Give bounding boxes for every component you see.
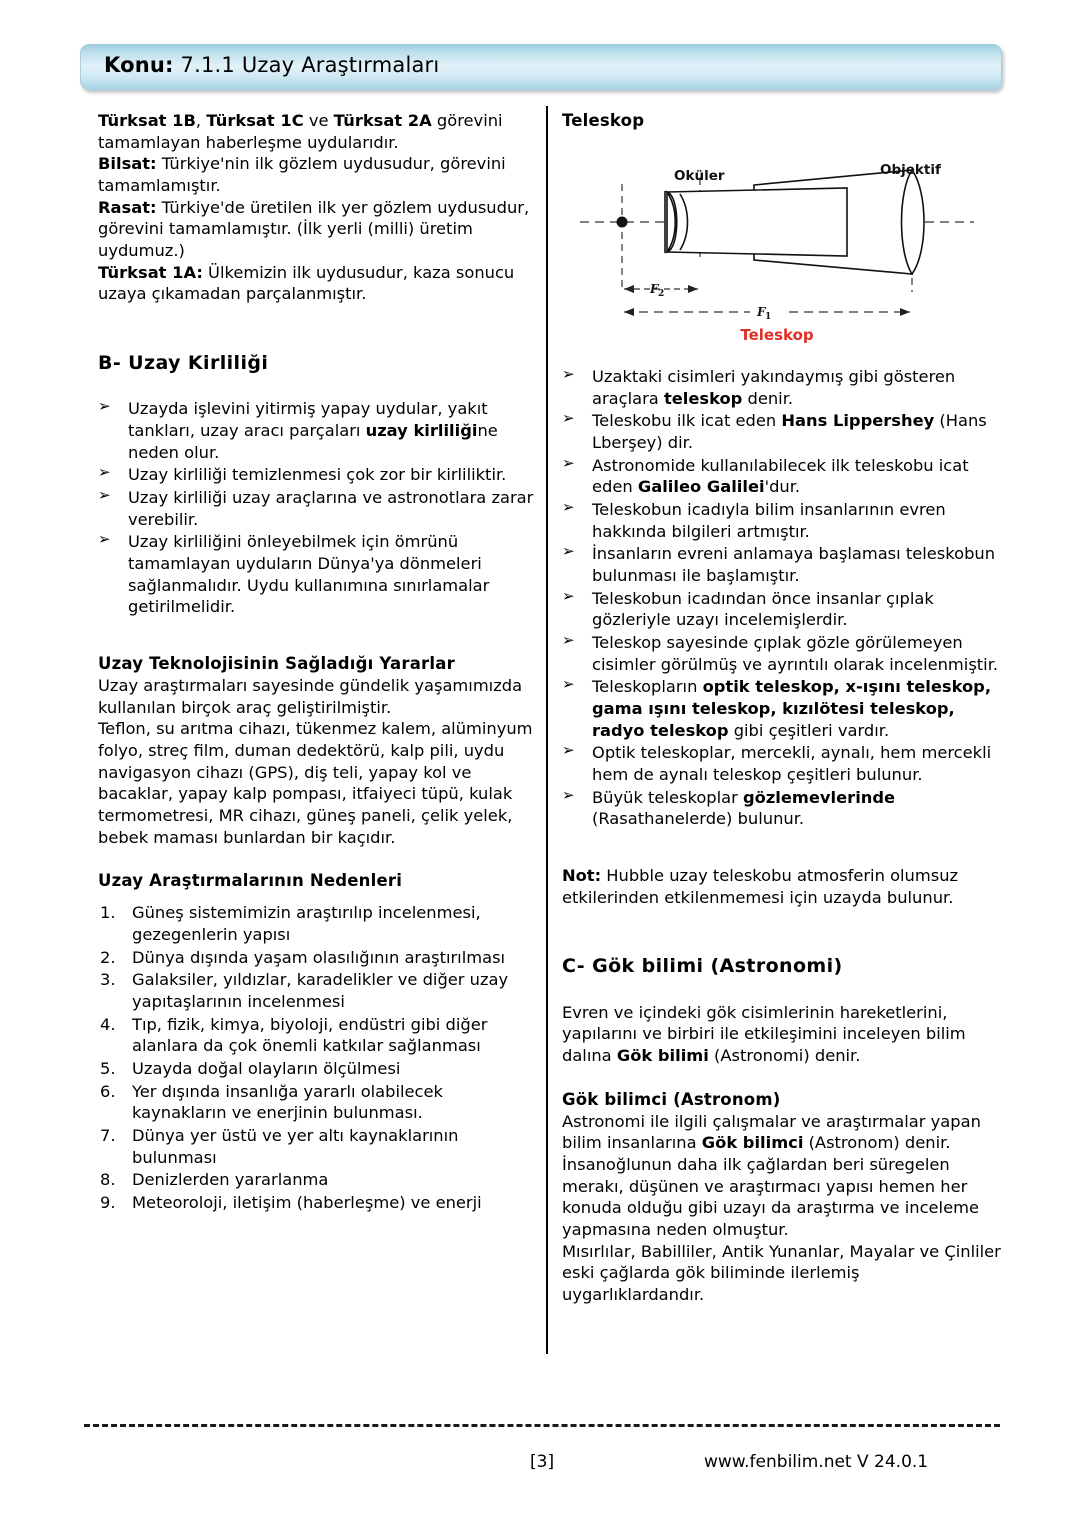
arrow-bullet-icon: ➢ (562, 586, 575, 605)
benefits-heading: Uzay Teknolojisinin Sağladığı Yararlar (98, 654, 455, 674)
spacer (562, 908, 1002, 954)
list-item (562, 676, 1002, 741)
topic-title-text: 7.1.1 Uzay Araştırmaları (173, 53, 440, 77)
arrow-bullet-icon: ➢ (98, 397, 111, 416)
list-item (562, 742, 1002, 785)
arrow-bullet-icon: ➢ (562, 542, 575, 561)
bullet-text-post: (Rasathanelerde) bulunur. (592, 809, 805, 829)
astronomer-def-bold: Gök bilimci (701, 1133, 804, 1153)
arrow-bullet-icon: ➢ (562, 364, 575, 383)
bullet-text-pre: Uzay kirliliği temizlenmesi çok zor bir kirliliktir. (128, 465, 507, 485)
spacer (98, 848, 534, 870)
astronomer-paragraph-3: Mısırlılar, Babilliler, Antik Yunanlar, Mayalar ve Çinliler eski çağlarda gök biliminde ilerlemiş uygarlıklardandır. (562, 1241, 1001, 1304)
rasat-paragraph (98, 197, 534, 262)
note-paragraph (562, 865, 1002, 908)
right-column (562, 110, 1002, 1306)
svg-text:1: 1 (765, 311, 772, 322)
astronomer-def-pre: Astronomi ile ilgili çalışmalar ve araştırmalar yapan bilim insanlarına (562, 1111, 981, 1153)
bullet-text-bold: optik teleskop, x-ışını teleskop, gama ışını teleskop, kızılötesi teleskop, radyo teleskop (592, 677, 992, 740)
turksat-1a-label: Türksat 1A: (98, 262, 203, 282)
arrow-bullet-icon: ➢ (562, 631, 575, 649)
turksat-1b-bold: Türksat 1B (98, 111, 196, 130)
objektif-label: Objektif (880, 161, 941, 178)
spacer (98, 892, 534, 902)
note-text: Hubble uzay teleskobu atmosferin olumsuz etkilerinden etkilenmemesi için uzayda bulunur. (562, 866, 959, 907)
list-item (562, 632, 1002, 675)
bullet-text-pre: İnsanların evreni anlamaya başlaması teleskobun bulunması ile başlamıştır. (592, 544, 996, 585)
spacer (98, 305, 534, 351)
section-c-heading: C- Gök bilimi (Astronomi) (562, 955, 843, 978)
bullet-text-pre: Teleskop sayesinde çıplak gözle görülemeyen cisimler görülmüş ve ayrıntılı olarak incelenmiştir. (592, 633, 999, 674)
telescope-facts-list (562, 366, 1002, 830)
arrow-bullet-icon: ➢ (562, 497, 575, 516)
bullet-text-bold: Galileo Galilei (637, 477, 765, 497)
figure-caption: Teleskop (740, 325, 814, 344)
spacer (98, 619, 534, 653)
spacer (562, 1067, 1002, 1089)
list-item-label: Meteoroloji, iletişim (haberleşme) ve enerji (132, 1193, 482, 1213)
list-item (98, 1081, 534, 1124)
rasat-description: Türkiye'de üretilen ilk yer gözlem uydusudur, görevini tamamlamıştır. (İlk yerli (milli) üretim uydumuz.) (98, 197, 530, 261)
arrow-bullet-icon: ➢ (562, 675, 575, 694)
list-item-label: Güneş sistemimizin araştırılıp incelenmesi, gezegenlerin yapısı (132, 903, 481, 944)
list-item (98, 1014, 534, 1057)
bullet-text-pre: Teleskopların (592, 677, 703, 697)
astronomy-def-pre: Evren ve içindeki gök cisimlerinin hareketlerini, yapılarını ve birbiri ile etkileşimini inceleyen bilim dalına (562, 1002, 966, 1065)
page-title (104, 53, 439, 77)
list-item-label: Yer dışında insanlığa yararlı olabilecek kaynakların ve enerjinin bulunması. (132, 1081, 443, 1123)
astronomy-def-bold: Gök bilimi (616, 1046, 709, 1065)
bullet-text-bold: Hans Lippershey (781, 411, 935, 431)
astronomy-definition (562, 1002, 1002, 1067)
list-item (98, 531, 534, 618)
okuler-label: Oküler (674, 167, 725, 184)
list-item-label: Tıp, fizik, kimya, biyoloji, endüstri gibi diğer alanlara da çok önemli katkılar sağlanması (132, 1014, 488, 1056)
section-b-heading: B- Uzay Kirliliği (98, 352, 269, 375)
bullet-text-bold: teleskop (663, 388, 743, 408)
page-number: [3] (530, 1452, 555, 1472)
bullet-text-pre: Astronomide kullanılabilecek ilk teleskobu icat eden (592, 455, 969, 497)
spacer (98, 376, 534, 398)
list-item (98, 902, 534, 945)
list-item (562, 588, 1002, 631)
sep-1: , (195, 111, 207, 130)
list-item-label: Dünya dışında yaşam olasılığının araştırılması (132, 947, 506, 967)
benefits-paragraph-2: Teflon, su arıtma cihazı, tükenmez kalem, alüminyum folyo, streç film, duman dedektörü, kalp pili, uydu navigasyon cihazı (GPS), diş teli, yapay kol ve bacaklar, yapay kalp pompası, itfaiyeci tüpü, kulak termometresi, MR cihazı, güneş paneli, çelik yelek, bebek maması bunlardan bir kaçıdır. (98, 719, 533, 847)
bullet-text-post: ne neden olur. (128, 420, 498, 462)
list-item (98, 947, 534, 969)
bullet-text-post: gibi çeşitleri vardır. (728, 720, 890, 740)
bullet-text-pre: Uzay kirliliğini önleyebilmek için ömrünü tamamlayan uyduların Dünya'ya dönmeleri sağlanmalıdır. Uydu kullanımına sınırlamalar getirilmelidir. (128, 532, 490, 617)
bilsat-paragraph (98, 153, 534, 196)
list-item-label: Dünya yer üstü ve yer altı kaynaklarının bulunması (132, 1126, 459, 1167)
f2-dimension-label: F (650, 281, 659, 296)
bilsat-description: Türkiye'nin ilk gözlem uydusudur, görevini tamamlamıştır. (98, 154, 506, 196)
turksat-1a-description: Ülkemizin ilk uydusudur, kaza sonucu uzaya çıkamadan parçalanmıştır. (98, 262, 515, 304)
bullet-text-post: (Hans Lberşey) dir. (592, 411, 987, 452)
bullet-text-bold: uzay kirliliği (365, 420, 478, 440)
research-reasons-list (98, 902, 534, 1213)
astronomer-paragraph-2: İnsanoğlunun daha ilk çağlardan beri süregelen merakı, düşünen ve araştırmacı yapısı hemen her konuda olduğu gibi uzayı da araştırma ve inceleme yapmasına neden olmuştur. (562, 1154, 979, 1239)
telescope-diagram (562, 144, 992, 344)
list-item (562, 787, 1002, 830)
arrow-bullet-icon: ➢ (562, 785, 575, 804)
note-label: Not: (562, 866, 602, 886)
bullet-text-pre: Optik teleskoplar, mercekli, aynalı, hem mercekli hem de aynalı teleskop çeşitleri bulunur. (592, 743, 992, 785)
bullet-text-pre: Teleskobun icadından önce insanlar çıplak gözleriyle uzayı incelemişlerdir. (592, 588, 934, 630)
list-item-label: Galaksiler, yıldızlar, karadelikler ve diğer uzay yapıtaşlarının incelenmesi (132, 970, 509, 1011)
column-divider (546, 106, 548, 1354)
turksat-description: görevini tamamlayan haberleşme uydularıdır. (98, 111, 503, 152)
turksat-2a-bold: Türksat 2A (333, 111, 432, 130)
f1-dimension-label: F (757, 304, 766, 319)
list-item (98, 969, 534, 1012)
astronomer-heading: Gök bilimci (Astronom) (562, 1089, 781, 1109)
list-item (98, 1125, 534, 1168)
arrow-bullet-icon: ➢ (562, 741, 575, 760)
spacer (562, 980, 1002, 1002)
list-item (98, 1058, 534, 1080)
list-item (562, 366, 1002, 409)
bilsat-label: Bilsat: (98, 154, 157, 174)
turksat-1c-bold: Türksat 1C (206, 111, 304, 130)
list-item (98, 487, 534, 530)
bullet-text-pre: Uzayda işlevini yitirmiş yapay uydular, yakıt tankları, uzay aracı parçaları (128, 399, 488, 440)
bullet-text-pre: Teleskobu ilk icat eden (592, 411, 782, 431)
bullet-text-post: 'dur. (764, 477, 801, 497)
list-item (562, 455, 1002, 498)
list-item (98, 464, 534, 486)
reasons-heading: Uzay Araştırmalarının Nedenleri (98, 871, 403, 891)
arrow-bullet-icon: ➢ (98, 463, 111, 482)
list-item (98, 1192, 534, 1214)
footer-divider (84, 1424, 1000, 1427)
list-item (562, 410, 1002, 453)
rasat-label: Rasat: (98, 197, 157, 217)
arrow-bullet-icon: ➢ (562, 409, 575, 428)
bullet-text-pre: Teleskobun icadıyla bilim insanlarının evren hakkında bilgileri artmıştır. (592, 499, 946, 541)
list-item (562, 543, 1002, 586)
sep-2: ve (303, 111, 334, 130)
space-pollution-list (98, 398, 534, 618)
topic-label: Konu: (104, 53, 174, 77)
astronomer-definition (562, 1111, 1002, 1154)
bullet-text-pre: Büyük teleskoplar (592, 787, 743, 807)
footer-site-url: www.fenbilim.net V 24.0.1 (704, 1452, 929, 1472)
turksat-1a-paragraph (98, 262, 534, 305)
bullet-text-post: denir. (742, 388, 794, 408)
astronomer-def-post: (Astronom) denir. (803, 1133, 951, 1153)
arrow-bullet-icon: ➢ (98, 530, 111, 549)
astronomy-def-post: (Astronomi) denir. (708, 1046, 861, 1065)
benefits-paragraph-1: Uzay araştırmaları sayesinde gündelik yaşamımızda kullanılan birçok araç geliştirilmiştir. (98, 675, 523, 717)
spacer (562, 344, 1002, 366)
list-item-label: Uzayda doğal olayların ölçülmesi (132, 1058, 401, 1078)
svg-text:2: 2 (658, 288, 665, 299)
left-column (98, 110, 534, 1215)
spacer (562, 831, 1002, 865)
list-item (562, 499, 1002, 542)
bullet-text-pre: Uzay kirliliği uzay araçlarına ve astronotlara zarar verebilir. (128, 488, 534, 529)
bullet-text-bold: gözlemevlerinde (742, 787, 896, 807)
arrow-bullet-icon: ➢ (98, 486, 111, 504)
arrow-bullet-icon: ➢ (562, 453, 575, 472)
list-item-label: Denizlerden yararlanma (132, 1170, 329, 1190)
telescope-heading: Teleskop (562, 111, 645, 130)
list-item (98, 398, 534, 463)
list-item (98, 1169, 534, 1191)
bullet-text-pre: Uzaktaki cisimleri yakındaymış gibi gösteren araçlara (592, 366, 956, 408)
satellites-paragraph (98, 110, 534, 153)
